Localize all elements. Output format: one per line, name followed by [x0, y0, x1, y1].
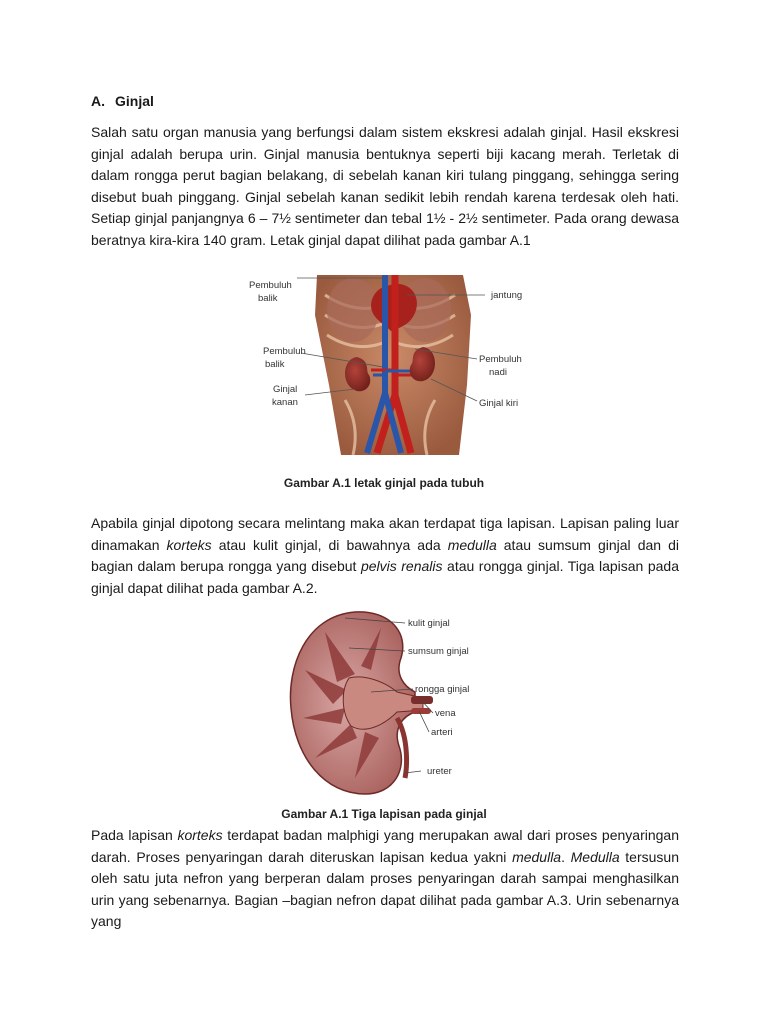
label-pembuluh-balik-top: Pembuluh balik — [249, 280, 292, 304]
term-medulla: Medulla — [570, 848, 620, 865]
term-korteks: korteks — [166, 536, 212, 553]
paragraph-intro: Salah satu organ manusia yang berfungsi dalam sistem ekskresi adalah ginjal. Hasil ekskresi ginjal adalah berupa urin. Ginjal manusia bentuknya seperti biji kacang merah. Terletak di dalam rongga perut bagian belakang, di sebelah kanan kiri tulang pinggang, sehingga sering disebut buah pinggang. Ginjal sebelah kanan sedikit lebih rendah karena terdesak oleh hati. Setiap ginjal panjangnya 6 – 7½ sentimeter dan tebal 1½ - 2½ sentimeter. Pada orang dewasa beratnya kira-kira 140 gram. Letak ginjal dapat dilihat pada gambar A.1 — [91, 124, 679, 248]
figure2-caption: Gambar A.1 Tiga lapisan pada ginjal — [281, 807, 487, 821]
section-heading — [91, 93, 154, 109]
term-medulla: medulla — [512, 848, 562, 865]
label-vena: vena — [435, 708, 456, 719]
term-pelvis-renalis: pelvis renalis — [360, 558, 443, 575]
label-pembuluh-balik-mid: Pembuluh balik — [263, 346, 306, 370]
figure-kidney-location — [245, 275, 535, 455]
paragraph-filtration: Pada lapisan korteks terdapat badan malphigi yang merupakan awal dari proses penyaringan darah. Proses penyaringan darah diteruskan lapisan kedua yakni medulla. Medulla tersusun oleh satu juta nefron yang berperan dalam proses penyaringan darah sampai menghasilkan urin yang sebenarnya. Bagian –bagian nefron dapat dilihat pada gambar A.3. Urin sebenarnya yang — [91, 827, 679, 930]
section-title: Ginjal — [115, 93, 154, 109]
label-jantung: jantung — [491, 290, 523, 301]
figure1-caption: Gambar A.1 letak ginjal pada tubuh — [283, 476, 485, 490]
section-number: A. — [91, 93, 105, 109]
label-sumsum-ginjal: sumsum ginjal — [408, 646, 469, 657]
label-kulit-ginjal: kulit ginjal — [408, 618, 450, 629]
label-ureter: ureter — [427, 766, 452, 777]
label-ginjal-kiri: Ginjal kiri — [479, 398, 519, 409]
term-medulla: medulla — [447, 536, 497, 553]
term-korteks: korteks — [177, 827, 223, 843]
paragraph-layers: Apabila ginjal dipotong secara melintang maka akan terdapat tiga lapisan. Lapisan paling luar dinamakan korteks atau kulit ginjal, di bawahnya ada medulla atau sumsum ginjal dan di bagian dalam berupa rongga yang disebut pelvis renalis atau rongga ginjal. Tiga lapisan pada ginjal dapat dilihat pada gambar A.2. — [91, 515, 679, 596]
figure-kidney-cross-section — [285, 608, 495, 798]
label-ginjal-kanan: Ginjal kanan — [272, 384, 298, 408]
label-rongga-ginjal: rongga ginjal — [415, 684, 470, 695]
label-arteri: arteri — [431, 727, 453, 738]
label-pembuluh-nadi: Pembuluh nadi — [479, 354, 522, 378]
